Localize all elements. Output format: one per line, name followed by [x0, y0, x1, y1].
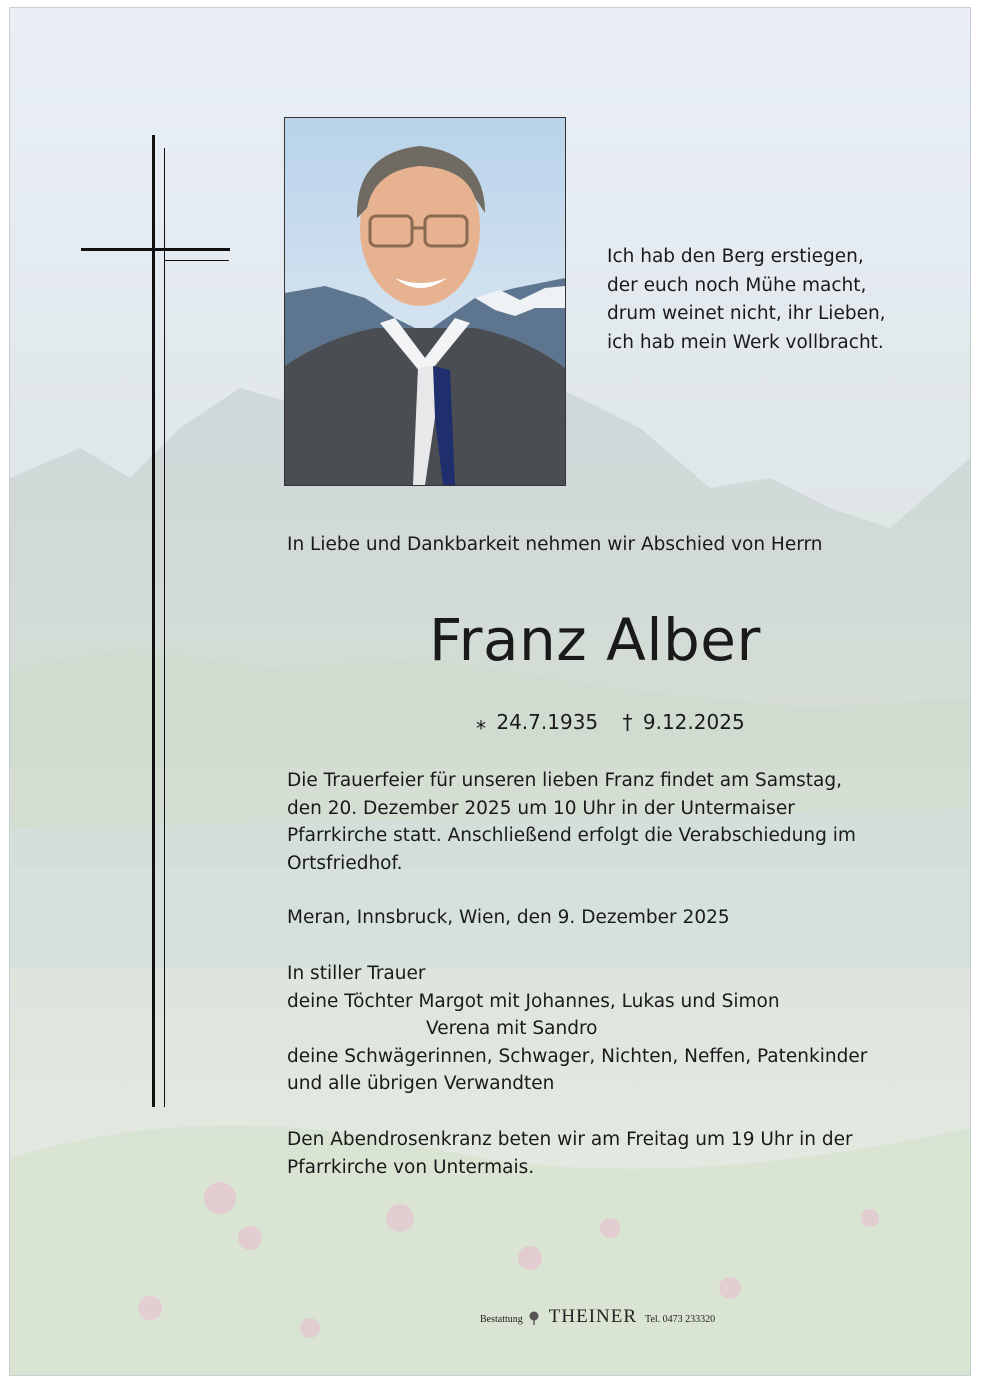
- poem-verse: [607, 243, 886, 357]
- cross-vertical-bar: [152, 135, 155, 1107]
- death-date: 9.12.2025: [642, 710, 745, 734]
- mourners-line: In stiller Trauer: [287, 963, 426, 984]
- place-date: Meran, Innsbruck, Wien, den 9. Dezember 2025: [287, 907, 730, 928]
- poem-line: der euch noch Mühe macht,: [607, 274, 867, 296]
- tree-logo-icon: [527, 1311, 541, 1325]
- mourners-line: und alle übrigen Verwandten: [287, 1073, 555, 1094]
- mourners-line: Verena mit Sandro: [426, 1018, 598, 1039]
- intro-text: In Liebe und Dankbarkeit nehmen wir Abschied von Herrn: [287, 534, 823, 555]
- ceremony-line: Pfarrkirche statt. Anschließend erfolgt die Verabschiedung im: [287, 825, 856, 846]
- rosary-text: [287, 1126, 853, 1181]
- mourners-line: deine Töchter Margot mit Johannes, Lukas und Simon: [287, 990, 780, 1012]
- footer-brand: THEINER: [548, 1306, 638, 1327]
- mourners-text: [287, 960, 867, 1098]
- cross-vertical-line: [164, 148, 165, 1107]
- poem-line: drum weinet nicht, ihr Lieben,: [607, 303, 886, 324]
- funeral-home-footer: [480, 1306, 715, 1328]
- birth-date: 24.7.1935: [496, 710, 599, 734]
- deceased-name: Franz Alber: [429, 606, 761, 674]
- footer-prefix: Bestattung: [480, 1314, 523, 1325]
- ceremony-line: Ortsfriedhof.: [287, 852, 403, 874]
- life-dates: [476, 710, 749, 734]
- portrait-photo: [284, 117, 566, 486]
- mourners-line: deine Schwägerinnen, Schwager, Nichten, Neffen, Patenkinder: [287, 1045, 868, 1067]
- ceremony-line: den 20. Dezember 2025 um 10 Uhr in der Untermaiser: [287, 797, 795, 819]
- cross-horizontal-bar: [81, 248, 230, 251]
- poem-line: Ich hab den Berg erstiegen,: [607, 246, 864, 267]
- cross-horizontal-line: [165, 260, 229, 261]
- footer-phone: Tel. 0473 233320: [645, 1314, 716, 1325]
- rosary-line: Pfarrkirche von Untermais.: [287, 1156, 535, 1178]
- birth-symbol: ⁎: [476, 710, 486, 734]
- rosary-line: Den Abendrosenkranz beten wir am Freitag um 19 Uhr in der: [287, 1129, 853, 1150]
- ceremony-line: Die Trauerfeier für unseren lieben Franz findet am Samstag,: [287, 770, 842, 791]
- poem-line: ich hab mein Werk vollbracht.: [607, 331, 884, 353]
- cross-symbol: †: [622, 710, 633, 734]
- ceremony-text: [287, 767, 856, 877]
